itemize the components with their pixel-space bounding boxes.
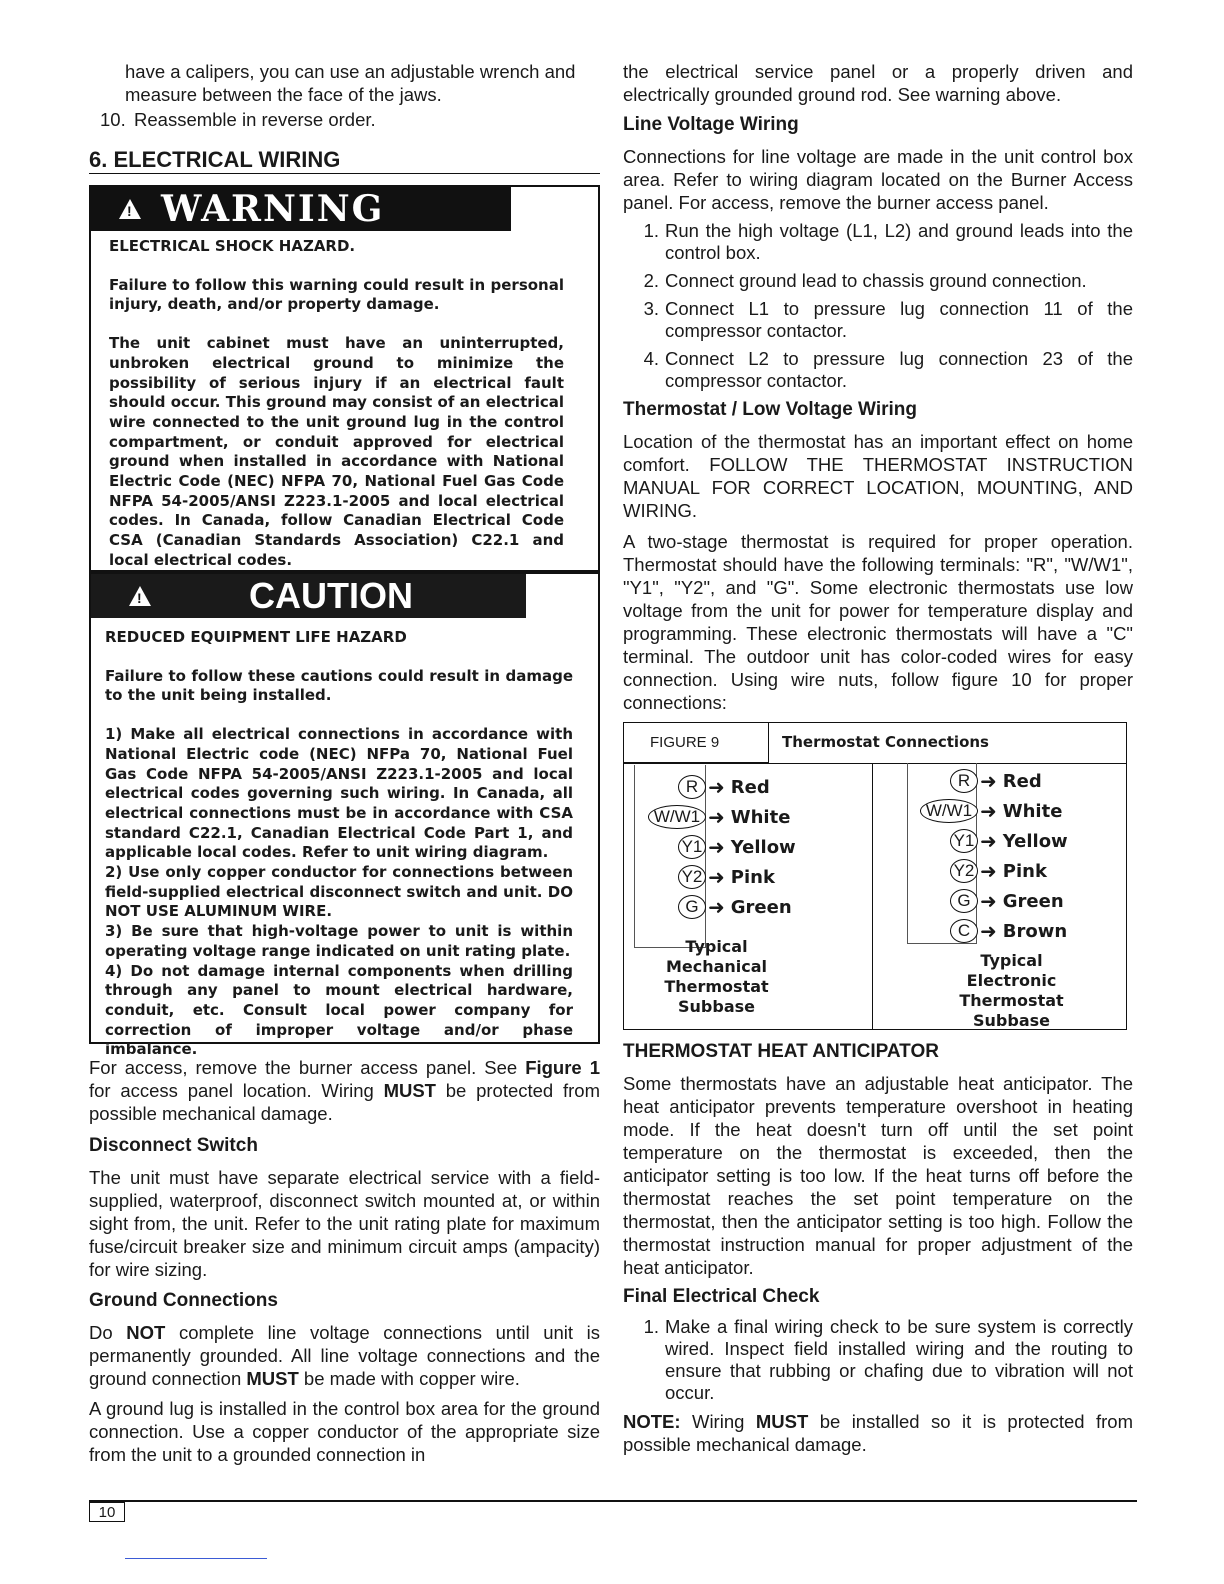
terminal-label: Y2: [678, 865, 706, 889]
access-text-b: for access panel location. Wiring: [89, 1080, 384, 1101]
note-text-a: Wiring: [680, 1411, 756, 1432]
line-step-text: Connect L1 to pressure lug connection 11 of the compressor contactor.: [665, 298, 1133, 341]
figure-label: FIGURE 9: [624, 723, 769, 763]
ground-text-b: complete line voltage connections until unit is permanently grounded. All line voltage connections and the ground connection: [89, 1322, 600, 1389]
wire-color: Pink: [1002, 860, 1047, 882]
terminal-label: Y1: [950, 829, 978, 853]
warning-box: [89, 185, 600, 572]
intro-line-2: measure between the face of the jaws.: [125, 84, 442, 105]
ground-heading: Ground Connections: [89, 1290, 278, 1311]
disconnect-heading: Disconnect Switch: [89, 1135, 258, 1156]
line-step-number: 4.: [643, 348, 659, 369]
access-paragraph: [89, 1056, 600, 1125]
warning-hazard: ELECTRICAL SHOCK HAZARD.: [109, 237, 356, 255]
arrow-right-icon: ➜: [708, 776, 725, 799]
access-text-c: be protected from possible mechanical damage.: [89, 1080, 600, 1124]
warning-banner: [91, 187, 511, 231]
intro-line-1: have a calipers, you can use an adjustable wrench and: [125, 61, 576, 82]
page-number: 10: [89, 1502, 125, 1522]
arrow-right-icon: ➜: [980, 800, 997, 823]
access-must: MUST: [383, 1080, 436, 1101]
arrow-right-icon: ➜: [708, 866, 725, 889]
disconnect-text: The unit must have separate electrical service with a field-supplied, waterproof, disconnect switch mounted at, or within sight from, the unit. Refer to the unit rating plate for maximum fuse/circuit breaker size and minimum circuit amps (ampacity) for wire sizing.: [89, 1167, 600, 1280]
line-step-number: 3.: [643, 298, 659, 319]
caption-line: Subbase: [678, 997, 755, 1016]
line-step: [623, 270, 1133, 292]
terminal-row: [624, 772, 854, 802]
warning-banner-text: WARNING: [161, 188, 385, 230]
line-step: [623, 348, 1133, 392]
caution-banner: [91, 574, 526, 618]
anticipator-text: Some thermostats have an adjustable heat anticipator. The heat anticipator prevents temperature overshoot in heating mode. If the heat doesn't turn off until the set point temperature on the thermostat is exceeded, then the anticipator setting is too low. If the heat turns off before the thermostat reaches the set point temperature on the thermostat, then the anticipator setting is too high. Follow the thermostat instruction manual for proper adjustment of the heat anticipator.: [623, 1073, 1133, 1278]
caution-item-4: 4) Do not damage internal components when drilling through any panel to mount electrical hardware, conduit, etc. Consult local power company for correction of improper voltage and/or phase imbalance.: [105, 961, 573, 1059]
anticipator-heading: THERMOSTAT HEAT ANTICIPATOR: [623, 1041, 939, 1062]
terminal-row: [896, 796, 1126, 826]
terminal-row: [896, 766, 1126, 796]
caption-line: Thermostat: [664, 977, 769, 996]
caution-para-1: Failure to follow these cautions could result in damage to the unit being installed.: [105, 666, 573, 705]
warning-para-2: The unit cabinet must have an uninterrupted, unbroken electrical ground to minimize the possibility of serious injury if an electrical fault should occur. This ground may consist of an electrical wire connected to the unit ground lug in the control compartment, or conduit approved for electrical ground when installed in accordance with National Electric Code (NEC) NFPA 70, National Fuel Gas Code NFPA 54-2005/ANSI Z223.1-2005 and local electrical codes. In Canada, follow Canadian Electrical Code CSA (Canadian Standards Association) C22.1 and local electrical codes.: [109, 334, 564, 569]
caution-item-2: 2) Use only copper conductor for connections between field-supplied electrical disconnect switch and unit. DO NOT USE ALUMINUM WIRE.: [105, 863, 573, 921]
ground-section: [89, 1289, 600, 1466]
caution-triangle-icon: [129, 586, 151, 606]
right-column: [623, 60, 1133, 714]
caution-item-3: 3) Be sure that high-voltage power to unit is within operating voltage range indicated on unit rating plate.: [105, 922, 573, 960]
line-step: [623, 298, 1133, 342]
final-check-step: [623, 1316, 1133, 1404]
line-step-text: Connect L2 to pressure lug connection 23 of the compressor contactor.: [665, 348, 1133, 391]
warning-triangle-icon: [119, 199, 141, 219]
footer-rule: [89, 1500, 1137, 1502]
arrow-right-icon: ➜: [980, 830, 997, 853]
line-step: [623, 220, 1133, 264]
mech-caption: [624, 937, 809, 1017]
wire-color: Green: [1002, 890, 1064, 912]
line-step-number: 1.: [643, 220, 659, 241]
figure-9: [623, 722, 1127, 1030]
caption-line: Thermostat: [959, 991, 1064, 1010]
arrow-right-icon: ➜: [708, 836, 725, 859]
wire-color: Brown: [1002, 920, 1068, 942]
ground-not: NOT: [126, 1322, 166, 1343]
note-label: NOTE:: [623, 1411, 681, 1432]
elec-terminal-list: [896, 766, 1126, 946]
terminal-row: [896, 826, 1126, 856]
mech-terminal-list: [624, 772, 854, 922]
terminal-row: [624, 832, 854, 862]
wire-color: Pink: [730, 866, 775, 888]
wire-color: Yellow: [730, 836, 796, 858]
section-title: 6. ELECTRICAL WIRING: [89, 147, 600, 174]
arrow-right-icon: ➜: [980, 890, 997, 913]
caution-hazard: REDUCED EQUIPMENT LIFE HAZARD: [105, 628, 407, 646]
line-step-text: Run the high voltage (L1, L2) and ground leads into the control box.: [665, 220, 1133, 263]
figure-title: Thermostat Connections: [782, 733, 989, 751]
terminal-row: [624, 892, 854, 922]
final-check-text: Make a final wiring check to be sure system is correctly wired. Inspect field installed wiring and the routing to ensure that rubbing or chafing due to vibration will not occur.: [665, 1316, 1133, 1403]
figure-1-reference: Figure 1: [525, 1057, 600, 1078]
terminal-label: Y2: [950, 859, 978, 883]
ground-lug-text: A ground lug is installed in the control box area for the ground connection. Use a copper conductor of the appropriate size from the unit to a grounded connection in: [89, 1398, 600, 1465]
access-text-a: For access, remove the burner access panel. See: [89, 1057, 526, 1078]
terminal-label: W/W1: [648, 805, 706, 829]
terminal-row: [896, 886, 1126, 916]
step-10-text: Reassemble in reverse order.: [134, 109, 376, 130]
line-step-number: 2.: [643, 270, 659, 291]
terminal-label: C: [950, 919, 978, 943]
intro-continuation: [125, 60, 600, 106]
ground-must: MUST: [246, 1368, 299, 1389]
caption-line: Mechanical: [665, 957, 768, 976]
final-check-number: 1.: [643, 1316, 659, 1337]
arrow-right-icon: ➜: [980, 770, 997, 793]
terminal-label: G: [678, 895, 706, 919]
wire-color: Yellow: [1002, 830, 1068, 852]
arrow-right-icon: ➜: [980, 860, 997, 883]
terminal-label: G: [950, 889, 978, 913]
line-voltage-heading: Line Voltage Wiring: [623, 114, 799, 135]
terminal-row: [896, 916, 1126, 946]
caption-line: Typical: [980, 951, 1043, 970]
warning-para-1: Failure to follow this warning could result in personal injury, death, and/or property damage.: [109, 275, 564, 314]
note-text-b: be installed so it is protected from possible mechanical damage.: [623, 1411, 1133, 1455]
thermostat-heading: Thermostat / Low Voltage Wiring: [623, 399, 917, 420]
continuation-text: the electrical service panel or a properly driven and electrically grounded ground rod. See warning above.: [623, 61, 1133, 105]
step-10: [100, 109, 600, 131]
wire-color: Red: [1002, 770, 1042, 792]
final-check-heading: Final Electrical Check: [623, 1286, 820, 1307]
line-voltage-text: Connections for line voltage are made in the unit control box area. Refer to wiring diagram located on the Burner Access panel. For access, remove the burner access panel.: [623, 146, 1133, 213]
caption-line: Subbase: [973, 1011, 1050, 1030]
right-column-lower: [623, 1040, 1133, 1456]
terminal-label: Y1: [678, 835, 706, 859]
terminal-row: [624, 862, 854, 892]
line-voltage-steps: [623, 220, 1133, 392]
caution-item-1: 1) Make all electrical connections in accordance with National Electric code (NEC) NFPa 70, National Fuel Gas Code NFPA 54-2005/ANSI Z223.1-2005 and local electrical codes governing such wiring. In Canada, all electrical connections must be in accordance with CSA standard C22.1, Canadian Electrical Code Part 1, and applicable local codes. Refer to unit wiring diagram.: [105, 725, 573, 862]
disconnect-section: [89, 1134, 600, 1281]
wire-color: White: [1002, 800, 1063, 822]
decorative-line: [125, 1558, 267, 1559]
note-must: MUST: [755, 1411, 809, 1432]
terminal-row: [624, 802, 854, 832]
wire-color: White: [730, 806, 791, 828]
ground-text-c: be made with copper wire.: [298, 1368, 520, 1389]
elec-caption: [914, 951, 1109, 1031]
wire-color: Red: [730, 776, 770, 798]
thermostat-text-2: A two-stage thermostat is required for proper operation. Thermostat should have the following terminals: "R", "W/W1", "Y1", "Y2", and "G". Some electronic thermostats use low voltage from the unit for power for temperature display and programming. These electronic thermostats will have a "C" terminal. The outdoor unit has color-coded wires for easy connection. Using wire nuts, follow figure 10 for proper connections:: [623, 531, 1133, 713]
thermostat-text-1: Location of the thermostat has an important effect on home comfort. FOLLOW THE THERMOSTAT INSTRUCTION MANUAL FOR CORRECT LOCATION, MOUNTING, AND WIRING.: [623, 431, 1133, 521]
terminal-label: R: [950, 769, 978, 793]
arrow-right-icon: ➜: [708, 896, 725, 919]
terminal-row: [896, 856, 1126, 886]
arrow-right-icon: ➜: [708, 806, 725, 829]
ground-text-a: Do: [89, 1322, 127, 1343]
caption-line: Typical: [685, 937, 748, 956]
caution-banner-text: CAUTION: [249, 575, 413, 616]
arrow-right-icon: ➜: [980, 920, 997, 943]
caution-box: [89, 572, 600, 1059]
wire-color: Green: [730, 896, 792, 918]
caption-line: Electronic: [966, 971, 1057, 990]
terminal-label: W/W1: [920, 799, 978, 823]
step-10-number: 10.: [100, 109, 126, 130]
line-step-text: Connect ground lead to chassis ground connection.: [665, 270, 1087, 291]
terminal-label: R: [678, 775, 706, 799]
